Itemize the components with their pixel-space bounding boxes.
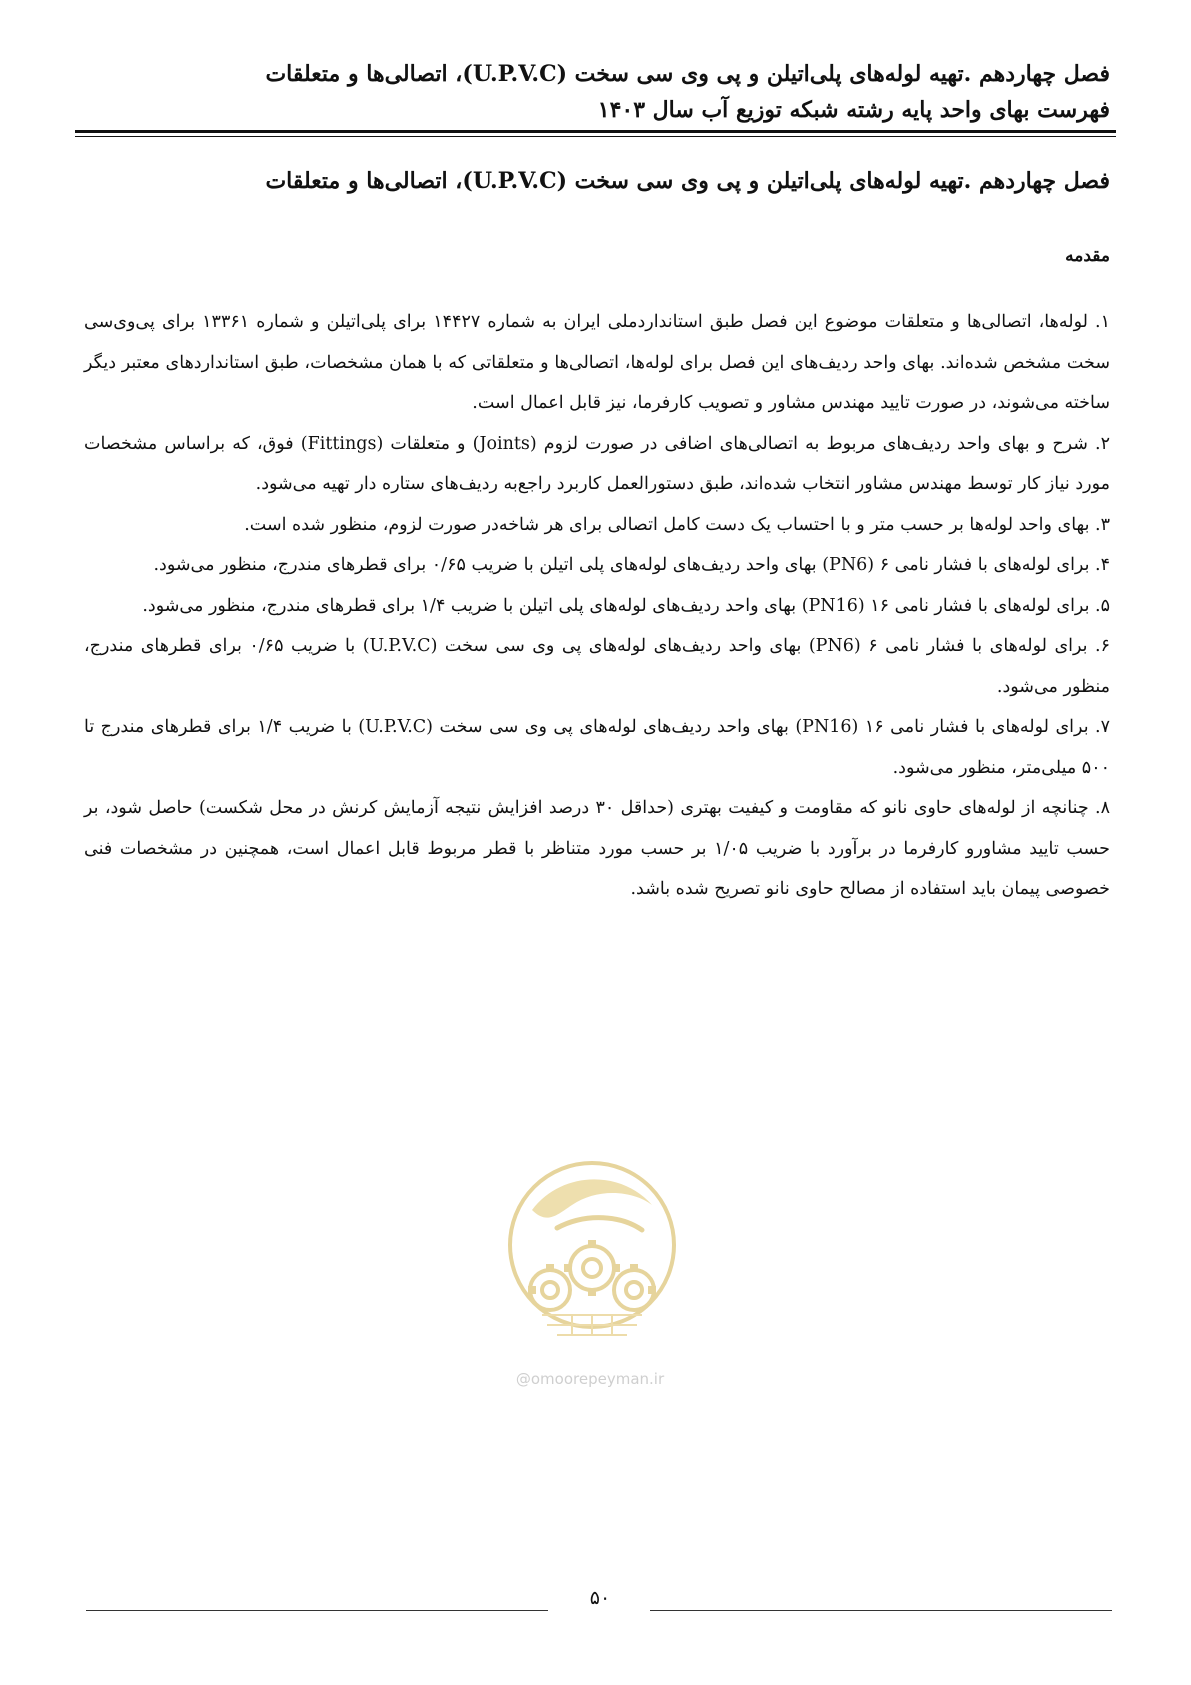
header-rule-thin xyxy=(75,136,1116,137)
page-header xyxy=(75,56,1110,128)
paragraph-3: ۳. بهای واحد لوله‌ها بر حسب متر و با احتساب یک دست کامل اتصالی برای هر شاخه‌در صورت لزوم، منظور شده است. xyxy=(244,514,1110,535)
paragraph-8: ۸. چنانچه از لوله‌های حاوی نانو که مقاومت و کیفیت بهتری (حداقل ۳۰ درصد افزایش نتیجه آزمایش کرنش در محل شکست) حاصل شود، بر حسب تایید مشاورو کارفرما در برآورد با ضریب ۱/۰۵ بر حسب مورد متناظر با قطر مربوط قابل اعمال است، همچنین در مشخصات فنی خصوصی پیمان باید استفاده از مصالح حاوی نانو تصریح شده باشد. xyxy=(84,798,1110,899)
footer-rule-right xyxy=(650,1610,1112,1611)
intro-body xyxy=(84,302,1110,910)
paragraph-7: ۷. برای لوله‌های با فشار نامی ۱۶ (PN16) بهای واحد ردیف‌های لوله‌های پی وی سی سخت (U.P.V.C) با ضریب ۱/۴ برای قطرهای مندرج تا ۵۰۰ میلی‌متر، منظور می‌شود. xyxy=(84,717,1111,778)
header-rule-thick xyxy=(75,130,1116,133)
paragraph-6: ۶. برای لوله‌های با فشار نامی ۶ (PN6) بهای واحد ردیف‌های لوله‌های پی وی سی سخت (U.P.V.C) با ضریب ۰/۶۵ برای قطرهای مندرج، منظور می‌شود. xyxy=(84,636,1110,697)
intro-heading: مقدمه xyxy=(1065,246,1110,266)
header-price-list-line: فهرست بهای واحد پایه رشته شبکه توزیع آب سال ۱۴۰۳ xyxy=(597,97,1110,123)
header-chapter-line: فصل چهاردهم .تهیه لوله‌های پلی‌اتیلن و پی وی سی سخت (U.P.V.C)، اتصالی‌ها و متعلقات xyxy=(265,61,1110,87)
paragraph-2: ۲. شرح و بهای واحد ردیف‌های مربوط به اتصالی‌های اضافی در صورت لزوم (Joints) و متعلقات (Fittings) فوق، که براساس مشخصات مورد نیاز کار توسط مهندس مشاور انتخاب شده‌اند، طبق دستورالعمل کاربرد راجع‌به ردیف‌های ستاره دار تهیه می‌شود. xyxy=(84,433,1111,494)
watermark-seal-icon xyxy=(502,1150,682,1380)
paragraph-5: ۵. برای لوله‌های با فشار نامی ۱۶ (PN16) بهای واحد ردیف‌های لوله‌های پلی اتیلن با ضریب ۱/۴ برای قطرهای مندرج، منظور می‌شود. xyxy=(142,595,1110,616)
footer-rule-left xyxy=(86,1610,548,1611)
chapter-title: فصل چهاردهم .تهیه لوله‌های پلی‌اتیلن و پی وی سی سخت (U.P.V.C)، اتصالی‌ها و متعلقات xyxy=(265,168,1110,194)
page-number: ۵۰ xyxy=(589,1587,611,1609)
watermark-logo xyxy=(502,1150,682,1390)
watermark-caption: @omoorepeyman.ir xyxy=(515,1370,665,1388)
paragraph-4: ۴. برای لوله‌های با فشار نامی ۶ (PN6) بهای واحد ردیف‌های لوله‌های پلی اتیلن با ضریب ۰/۶۵ برای قطرهای مندرج، منظور می‌شود. xyxy=(153,555,1110,575)
paragraph-1: ۱. لوله‌ها، اتصالی‌ها و متعلقات موضوع این فصل طبق استانداردملی ایران به شماره ۱۴۴۲۷ برای پلی‌اتیلن و شماره ۱۳۳۶۱ برای پی‌وی‌سی سخت مشخص شده‌اند. بهای واحد ردیف‌های این فصل برای لوله‌ها، اتصالی‌ها و متعلقاتی که با همان مشخصات، طبق استانداردهای معتبر دیگر ساخته می‌شوند، در صورت تایید مهندس مشاور و تصویب کارفرما، نیز قابل اعمال است. xyxy=(84,312,1111,413)
